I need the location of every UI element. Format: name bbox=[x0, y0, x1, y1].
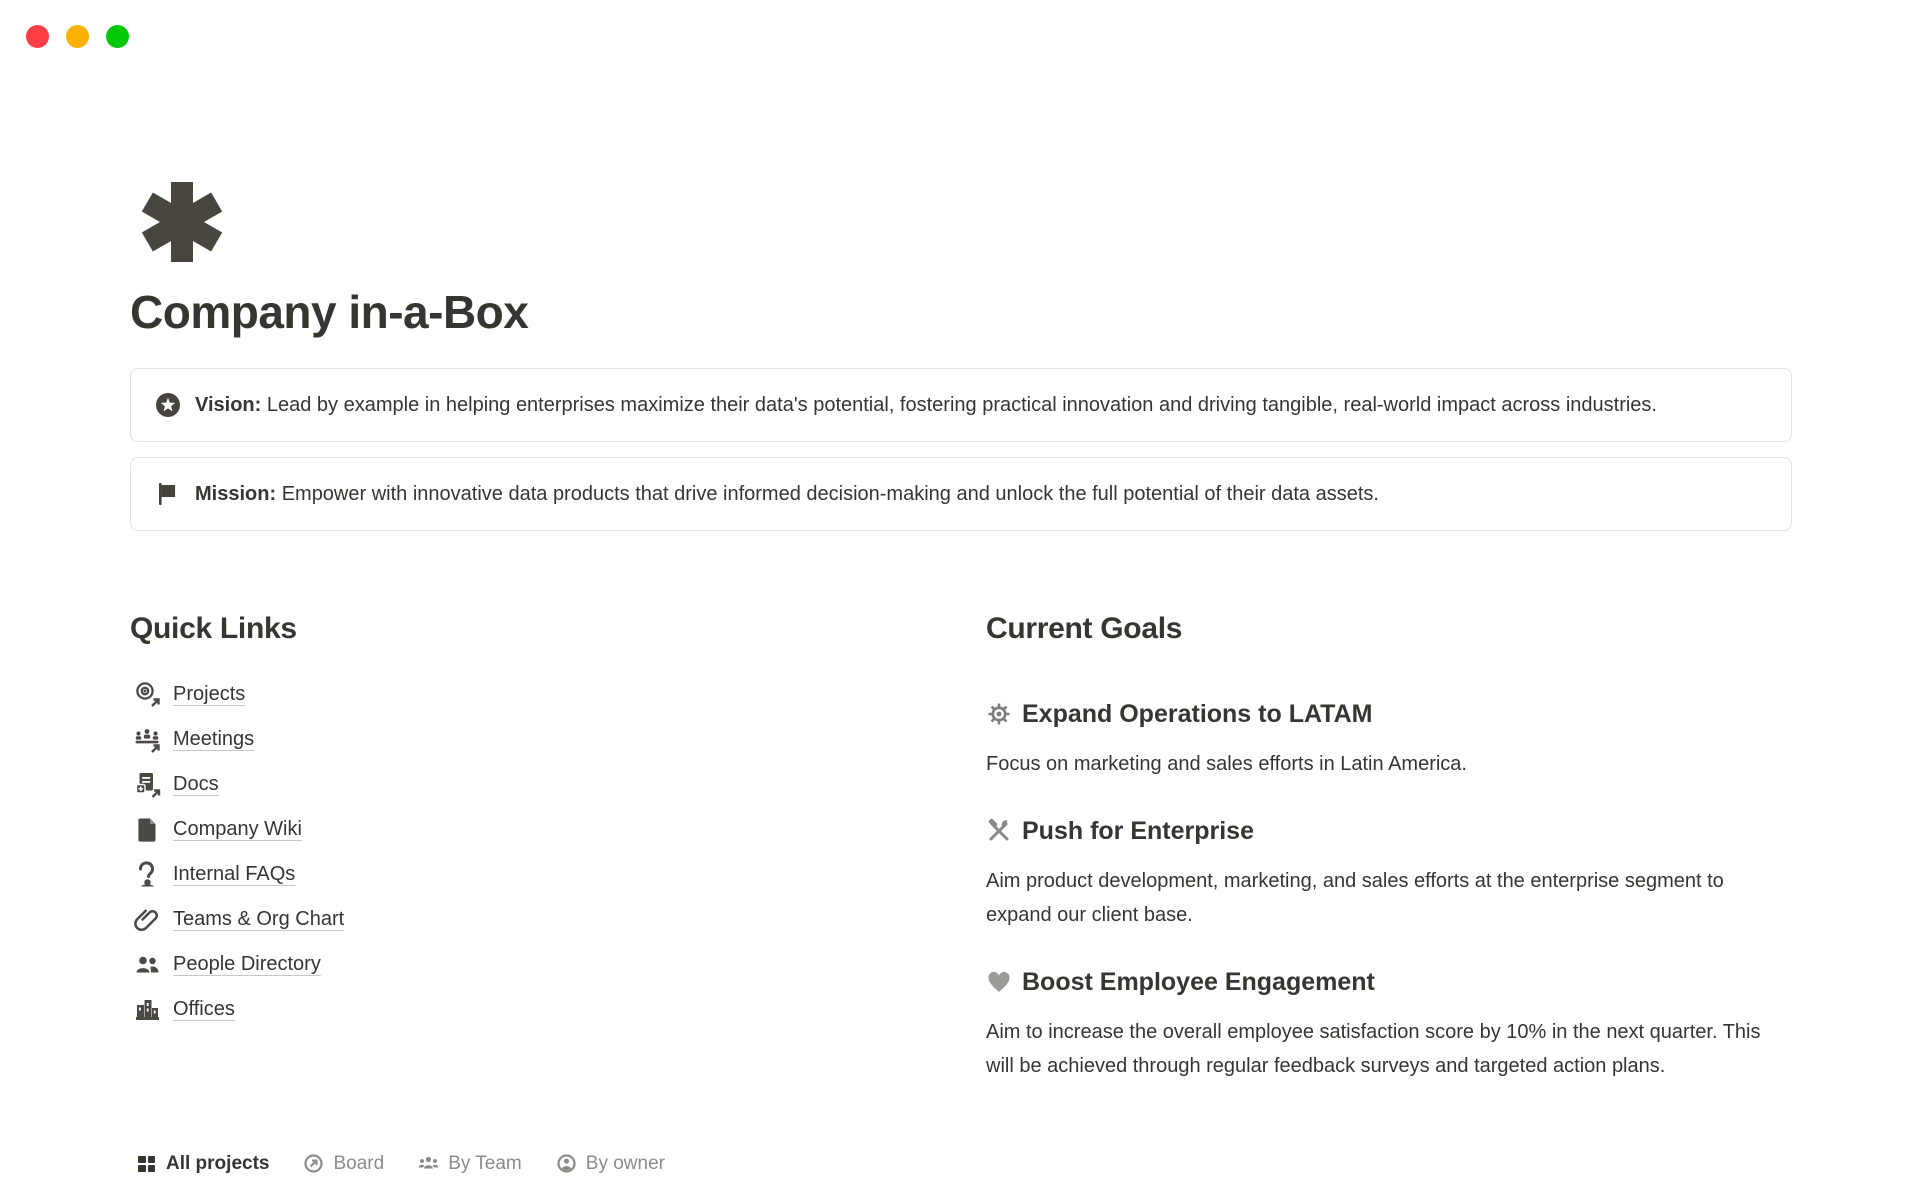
mission-callout bbox=[130, 457, 1792, 531]
mission-text: Mission: Empower with innovative data products that drive informed decision-making and unlock the full potential of their data assets. bbox=[195, 482, 1379, 505]
asterisk-icon[interactable] bbox=[142, 182, 222, 262]
vision-callout bbox=[130, 368, 1792, 442]
goal-description: Focus on marketing and sales efforts in Latin America. bbox=[986, 752, 1467, 775]
paperclip-icon bbox=[134, 906, 161, 933]
quick-links-section bbox=[130, 609, 940, 1083]
maximize-button[interactable] bbox=[106, 25, 129, 48]
window-controls bbox=[26, 25, 129, 48]
link-offices[interactable]: Offices bbox=[130, 987, 940, 1032]
quick-links-heading: Quick Links bbox=[130, 611, 297, 645]
document-plus-icon bbox=[134, 771, 161, 798]
goal-boost-engagement bbox=[986, 966, 1792, 1083]
office-building-icon bbox=[134, 996, 161, 1023]
link-company-wiki[interactable]: Company Wiki bbox=[130, 807, 940, 852]
current-goals-section bbox=[986, 609, 1792, 1083]
minimize-button[interactable] bbox=[66, 25, 89, 48]
tab-board[interactable]: Board bbox=[303, 1143, 384, 1185]
people-icon bbox=[134, 951, 161, 978]
current-goals-heading: Current Goals bbox=[986, 611, 1183, 645]
goal-title: Boost Employee Engagement bbox=[1022, 967, 1375, 996]
goal-expand-latam bbox=[986, 698, 1792, 781]
page-icon bbox=[134, 816, 161, 843]
close-button[interactable] bbox=[26, 25, 49, 48]
target-arrow-icon bbox=[134, 681, 161, 708]
goal-title: Expand Operations to LATAM bbox=[1022, 699, 1373, 728]
gear-icon bbox=[986, 701, 1012, 727]
question-person-icon bbox=[134, 861, 161, 888]
grid-icon bbox=[136, 1153, 157, 1174]
notion-page bbox=[0, 182, 1920, 1185]
database-view-tabs bbox=[136, 1143, 1792, 1185]
meeting-table-icon bbox=[134, 726, 161, 753]
link-docs[interactable]: Docs bbox=[130, 762, 940, 807]
tab-all-projects[interactable]: All projects bbox=[136, 1143, 269, 1185]
goal-description: Aim product development, marketing, and sales efforts at the enterprise segment to expand our client base. bbox=[986, 869, 1724, 926]
link-teams-org-chart[interactable]: Teams & Org Chart bbox=[130, 897, 940, 942]
gray-heart-icon bbox=[986, 969, 1012, 995]
goal-title: Push for Enterprise bbox=[1022, 816, 1254, 845]
tab-by-team[interactable]: By Team bbox=[418, 1143, 522, 1185]
page-title: Company in-a-Box bbox=[130, 286, 529, 338]
link-meetings[interactable]: Meetings bbox=[130, 717, 940, 762]
vision-text: Vision: Lead by example in helping enterprises maximize their data's potential, fostering practical innovation and driving tangible, real-world impact across industries. bbox=[195, 393, 1657, 416]
goal-description: Aim to increase the overall employee satisfaction score by 10% in the next quarter. This will be achieved through regular feedback surveys and targeted action plans. bbox=[986, 1020, 1761, 1077]
person-circle-icon bbox=[556, 1153, 577, 1174]
goal-push-enterprise bbox=[986, 815, 1792, 932]
hammer-wrench-icon bbox=[986, 818, 1012, 844]
star-circle-icon bbox=[155, 392, 181, 418]
link-people-directory[interactable]: People Directory bbox=[130, 942, 940, 987]
tab-by-owner[interactable]: By owner bbox=[556, 1143, 665, 1185]
link-projects[interactable]: Projects bbox=[130, 672, 940, 717]
people-group-icon bbox=[418, 1153, 439, 1174]
board-arrow-icon bbox=[303, 1153, 324, 1174]
flag-icon bbox=[155, 481, 181, 507]
link-internal-faqs[interactable]: Internal FAQs bbox=[130, 852, 940, 897]
